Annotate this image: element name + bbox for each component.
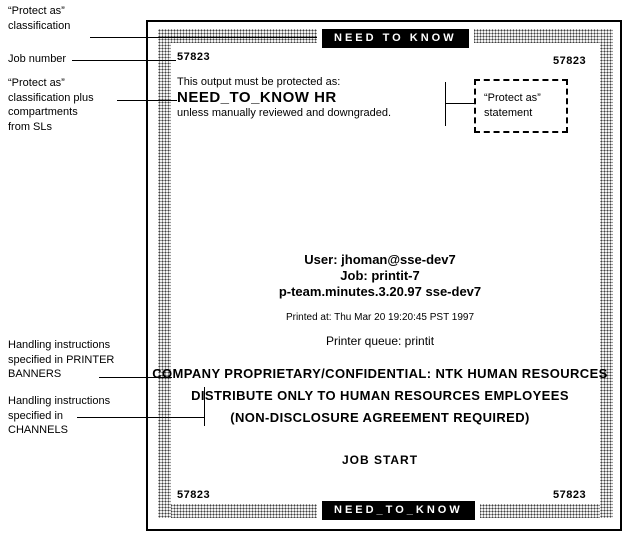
job-info-user: User: jhoman@sse-dev7	[304, 252, 456, 267]
handling-line-3: (NON-DISCLOSURE AGREEMENT REQUIRED)	[230, 410, 530, 425]
callout-line-job-number	[72, 60, 176, 61]
callout-channels-line1: Handling instructions	[8, 395, 111, 407]
callout-protect-plus-line4: from SLs	[8, 120, 53, 133]
callout-protect-plus-line2: classification plus	[8, 91, 94, 104]
callout-protect-plus-line1: “Protect as”	[8, 77, 65, 89]
job-start-label: JOB START	[341, 453, 419, 467]
job-info-file: p-team.minutes.3.20.97 sse-dev7	[278, 284, 482, 299]
job-number-top-right: 57823	[553, 55, 587, 67]
protect-statement-callout-box	[474, 79, 568, 133]
protect-statement-classification: NEED_TO_KNOW HR	[177, 89, 337, 106]
bottom-banner	[317, 501, 480, 520]
protect-statement-callout-line1: “Protect as”	[484, 92, 541, 104]
callout-line-protect-classification	[90, 37, 322, 38]
job-start-block	[148, 453, 612, 467]
callout-job-number	[8, 52, 66, 67]
callout-channels-line2: specified in	[8, 409, 64, 422]
protect-statement-outro: unless manually reviewed and downgraded.	[177, 107, 392, 119]
job-number-top-left: 57823	[177, 51, 211, 63]
bottom-banner-label: NEED_TO_KNOW	[322, 501, 475, 520]
job-number-bottom-left: 57823	[177, 489, 211, 501]
callout-channels-line3: CHANNELS	[8, 424, 68, 436]
handling-line-1: COMPANY PROPRIETARY/CONFIDENTIAL: NTK HUMAN RESOURCES	[152, 366, 608, 381]
callout-line-protect-plus	[117, 100, 177, 101]
protect-statement	[177, 76, 391, 119]
callout-printer-banners-line3: BANNERS	[8, 368, 62, 380]
callout-printer-banners	[8, 338, 114, 382]
handling-instructions-block	[148, 363, 612, 429]
job-info-block	[148, 252, 612, 348]
callout-protect-classification-line1: “Protect as”	[8, 5, 65, 17]
callout-printer-banners-line1: Handling instructions	[8, 339, 111, 351]
callout-protect-classification-line2: classification	[8, 19, 71, 32]
protect-statement-callout-line2: statement	[484, 107, 533, 119]
job-info-printed-at: Printed at: Thu Mar 20 19:20:45 PST 1997	[285, 312, 475, 323]
top-banner-label: NEED TO KNOW	[322, 29, 469, 48]
callout-connector-protect-statement	[446, 103, 474, 104]
callout-protect-classification	[8, 4, 70, 33]
top-banner	[317, 29, 474, 48]
callout-bracket-protect-statement	[445, 82, 446, 126]
callout-protect-plus-line3: compartments	[8, 106, 78, 118]
job-info-job: Job: printit-7	[340, 268, 420, 283]
callout-job-number-label: Job number	[8, 53, 67, 65]
protect-statement-intro: This output must be protected as:	[177, 76, 341, 88]
callout-channels	[8, 394, 110, 438]
callout-printer-banners-line2: specified in PRINTER	[8, 353, 115, 366]
callout-protect-plus	[8, 76, 94, 134]
job-info-printer-queue: Printer queue: printit	[325, 334, 435, 348]
job-number-bottom-right: 57823	[553, 489, 587, 501]
handling-line-2: DISTRIBUTE ONLY TO HUMAN RESOURCES EMPLOYEES	[191, 388, 569, 403]
